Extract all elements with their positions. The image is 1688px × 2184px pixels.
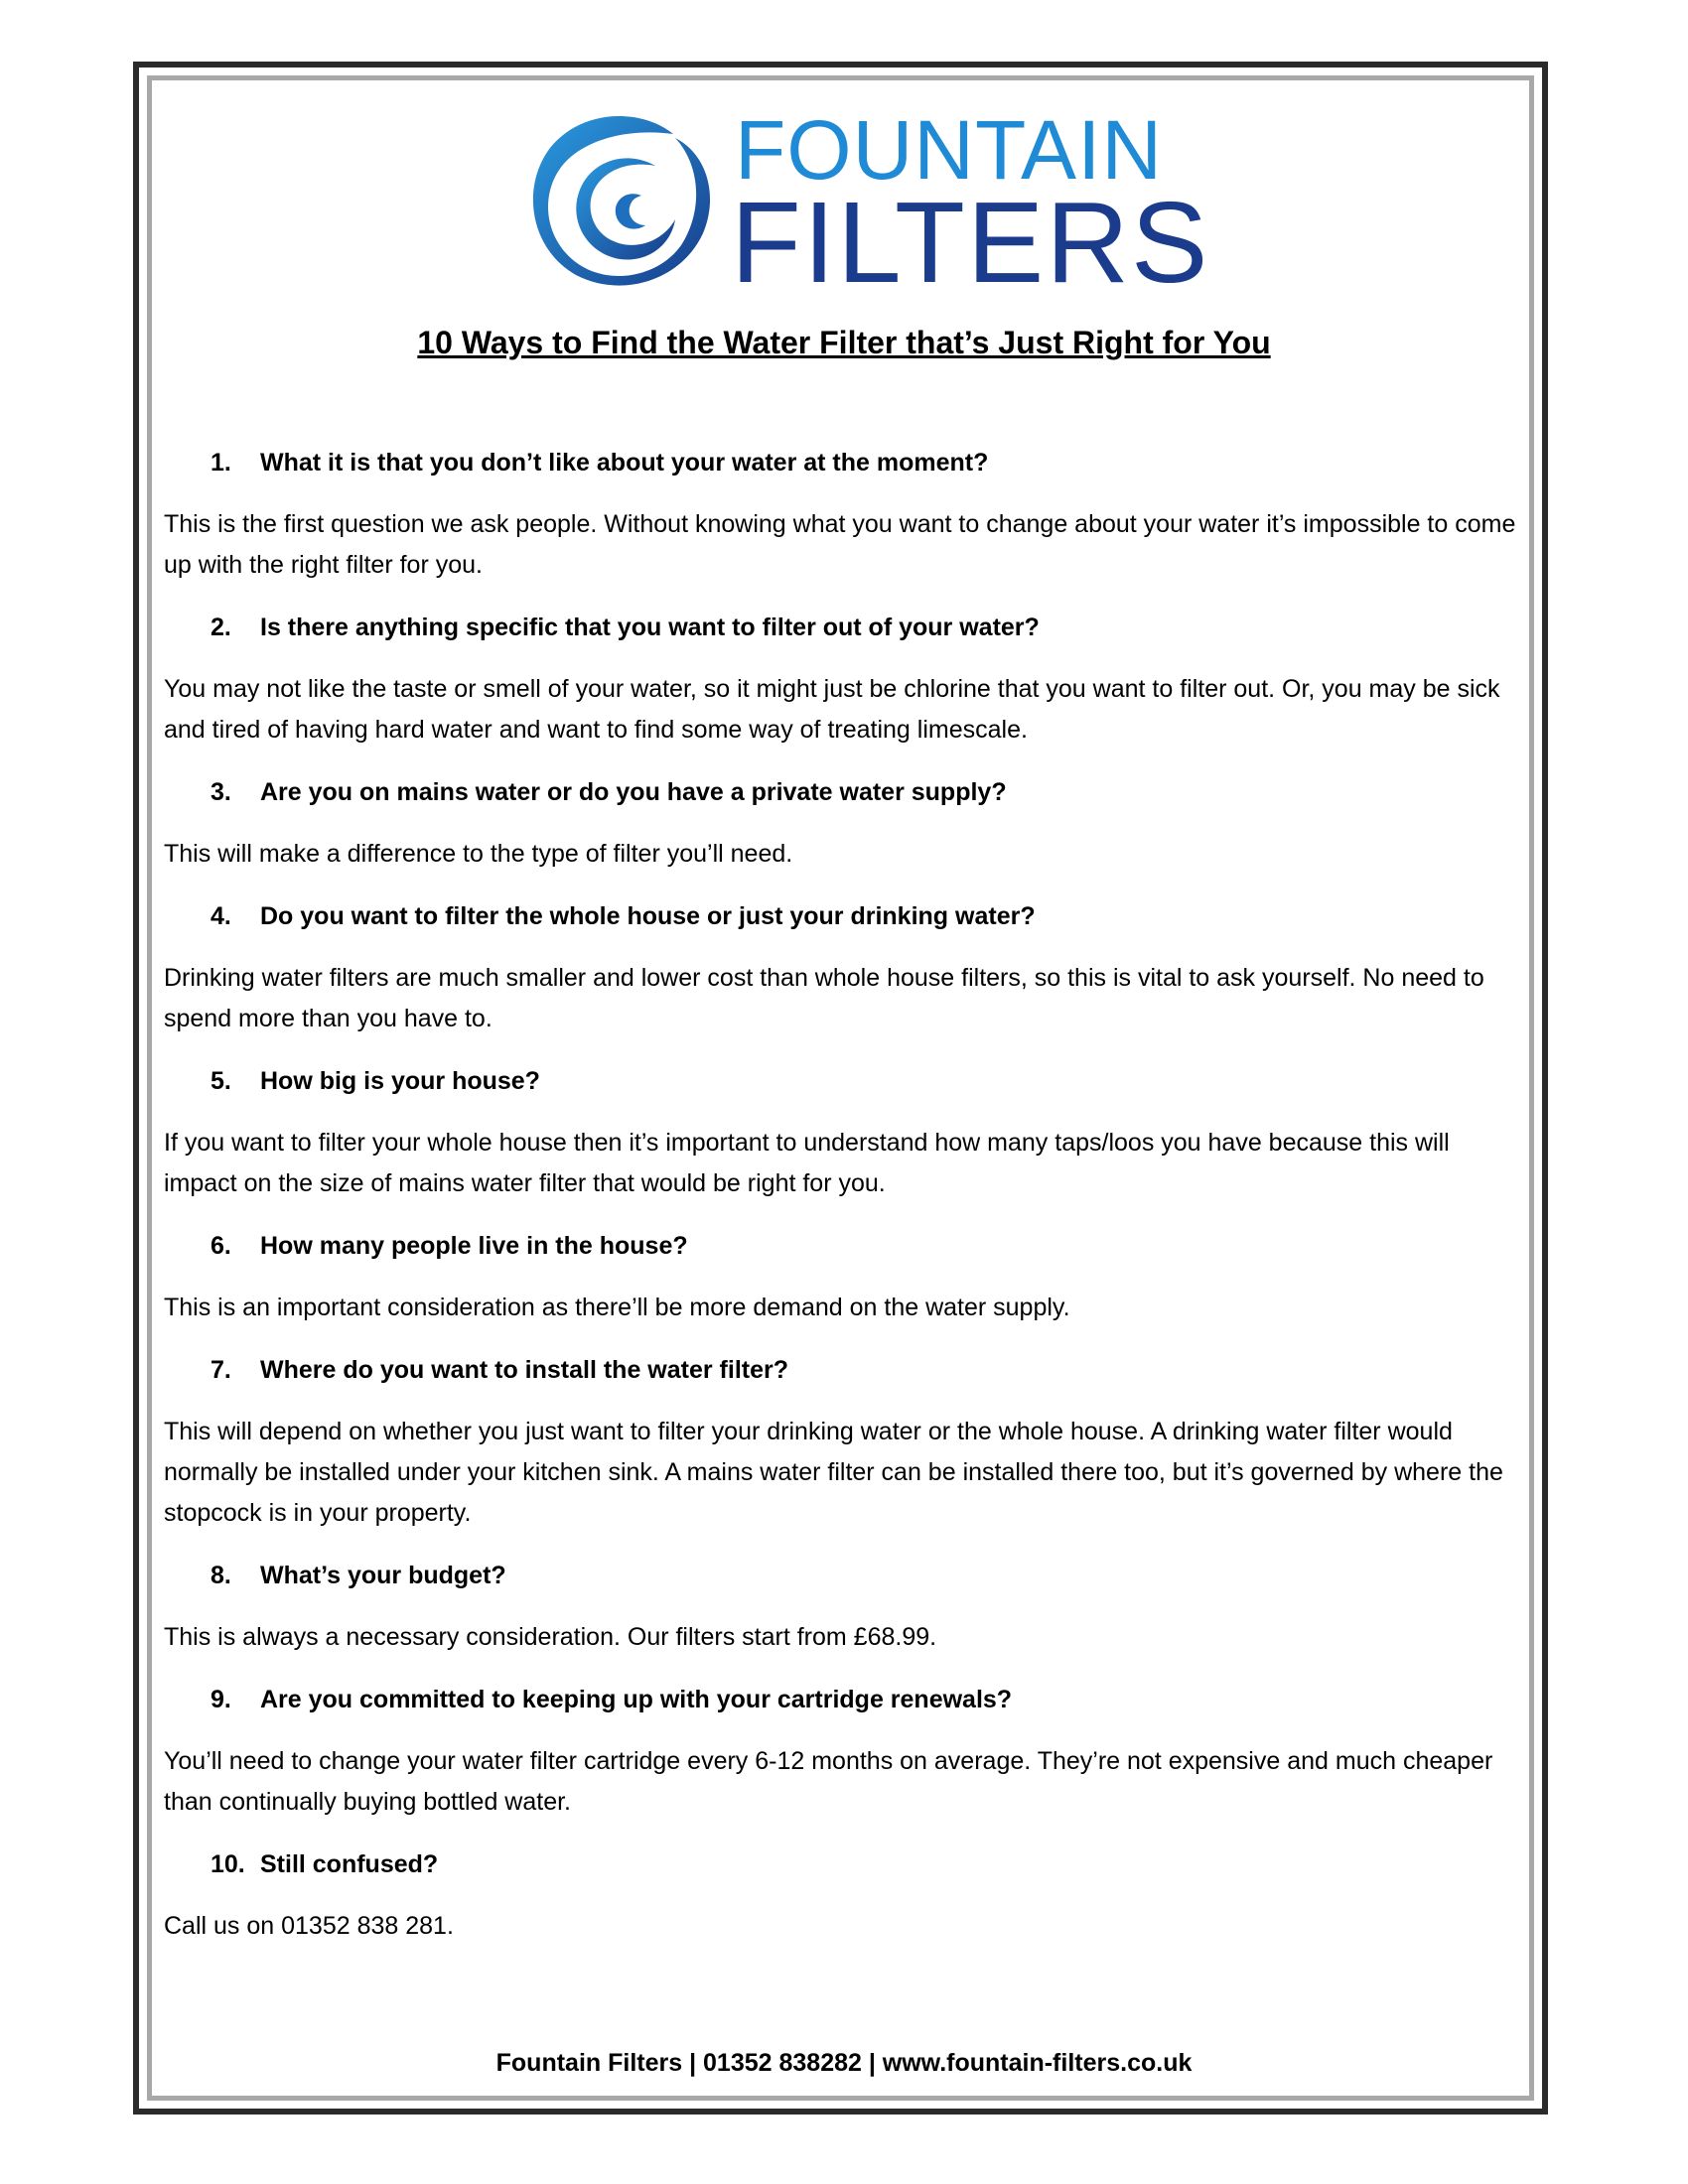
footer-contact: Fountain Filters | 01352 838282 | www.fountain-filters.co.uk (495, 2049, 1193, 2077)
answer-text: This is the first question we ask people. Without knowing what you want to change about your water it’s impossible to come up with the right filter for you. (164, 510, 1516, 579)
question-text: Are you committed to keeping up with your cartridge renewals? (260, 1686, 1013, 1713)
question-number: 9. (211, 1686, 231, 1713)
answer-text: You may not like the taste or smell of your water, so it might just be chlorine that you want to filter out. Or, you may be sick and tired of having hard water and want to find some way of treating limescale. (164, 675, 1500, 744)
question-item (164, 1680, 1524, 1823)
water-swirl-icon (524, 104, 717, 293)
question-number: 2. (211, 614, 231, 641)
questions-list (164, 443, 1524, 1969)
question-number: 8. (211, 1562, 231, 1589)
answer-text: If you want to filter your whole house then it’s important to understand how many taps/loos you have because this will impact on the size of mains water filter that would be right for you. (164, 1129, 1450, 1197)
question-heading (164, 1680, 1524, 1719)
question-item (164, 1226, 1524, 1328)
question-text: Where do you want to install the water filter? (260, 1356, 788, 1384)
answer-text: This is always a necessary consideration. Our filters start from £68.99. (164, 1623, 937, 1651)
question-heading (164, 772, 1524, 812)
question-item (164, 608, 1524, 751)
answer-text: Call us on 01352 838 281. (164, 1912, 454, 1940)
question-text: How big is your house? (260, 1067, 540, 1095)
question-number: 6. (211, 1232, 231, 1260)
question-number: 10. (211, 1850, 245, 1878)
question-text: What it is that you don’t like about your water at the moment? (260, 449, 989, 477)
logo-text-filters: FILTERS (731, 178, 1210, 307)
answer-text: This is an important consideration as there’ll be more demand on the water supply. (164, 1294, 1070, 1321)
question-heading (164, 1844, 1524, 1884)
question-item (164, 1844, 1524, 1947)
question-text: Do you want to filter the whole house or just your drinking water? (260, 902, 1036, 930)
question-item (164, 772, 1524, 875)
question-heading (164, 1061, 1524, 1101)
logo-text-fountain: FOUNTAIN (735, 103, 1164, 197)
question-text: Is there anything specific that you want to filter out of your water? (260, 614, 1040, 641)
document-title: 10 Ways to Find the Water Filter that’s Just Right for You (417, 325, 1271, 360)
fountain-filters-logo (524, 103, 1210, 307)
question-number: 7. (211, 1356, 231, 1384)
question-heading (164, 896, 1524, 936)
question-number: 1. (211, 449, 231, 477)
question-number: 3. (211, 778, 231, 806)
question-text: Are you on mains water or do you have a private water supply? (260, 778, 1007, 806)
question-number: 5. (211, 1067, 231, 1095)
question-item (164, 1350, 1524, 1534)
answer-text: You’ll need to change your water filter cartridge every 6-12 months on average. They’re not expensive and much cheaper than continually buying bottled water. (164, 1747, 1493, 1816)
question-number: 4. (211, 902, 231, 930)
question-heading (164, 443, 1524, 482)
question-item (164, 896, 1524, 1039)
question-heading (164, 608, 1524, 647)
question-heading (164, 1226, 1524, 1266)
question-text: Still confused? (260, 1850, 439, 1878)
question-text: What’s your budget? (260, 1562, 506, 1589)
question-heading (164, 1556, 1524, 1595)
question-item (164, 443, 1524, 586)
answer-text: This will depend on whether you just want to filter your drinking water or the whole house. A drinking water filter would normally be installed under your kitchen sink. A mains water filter can be installed there too, but it’s governed by where the stopcock is in your property. (164, 1418, 1503, 1527)
question-heading (164, 1350, 1524, 1390)
question-text: How many people live in the house? (260, 1232, 688, 1260)
question-item (164, 1556, 1524, 1658)
question-item (164, 1061, 1524, 1204)
answer-text: Drinking water filters are much smaller and lower cost than whole house filters, so this is vital to ask yourself. No need to spend more than you have to. (164, 964, 1484, 1032)
answer-text: This will make a difference to the type of filter you’ll need. (164, 840, 793, 868)
